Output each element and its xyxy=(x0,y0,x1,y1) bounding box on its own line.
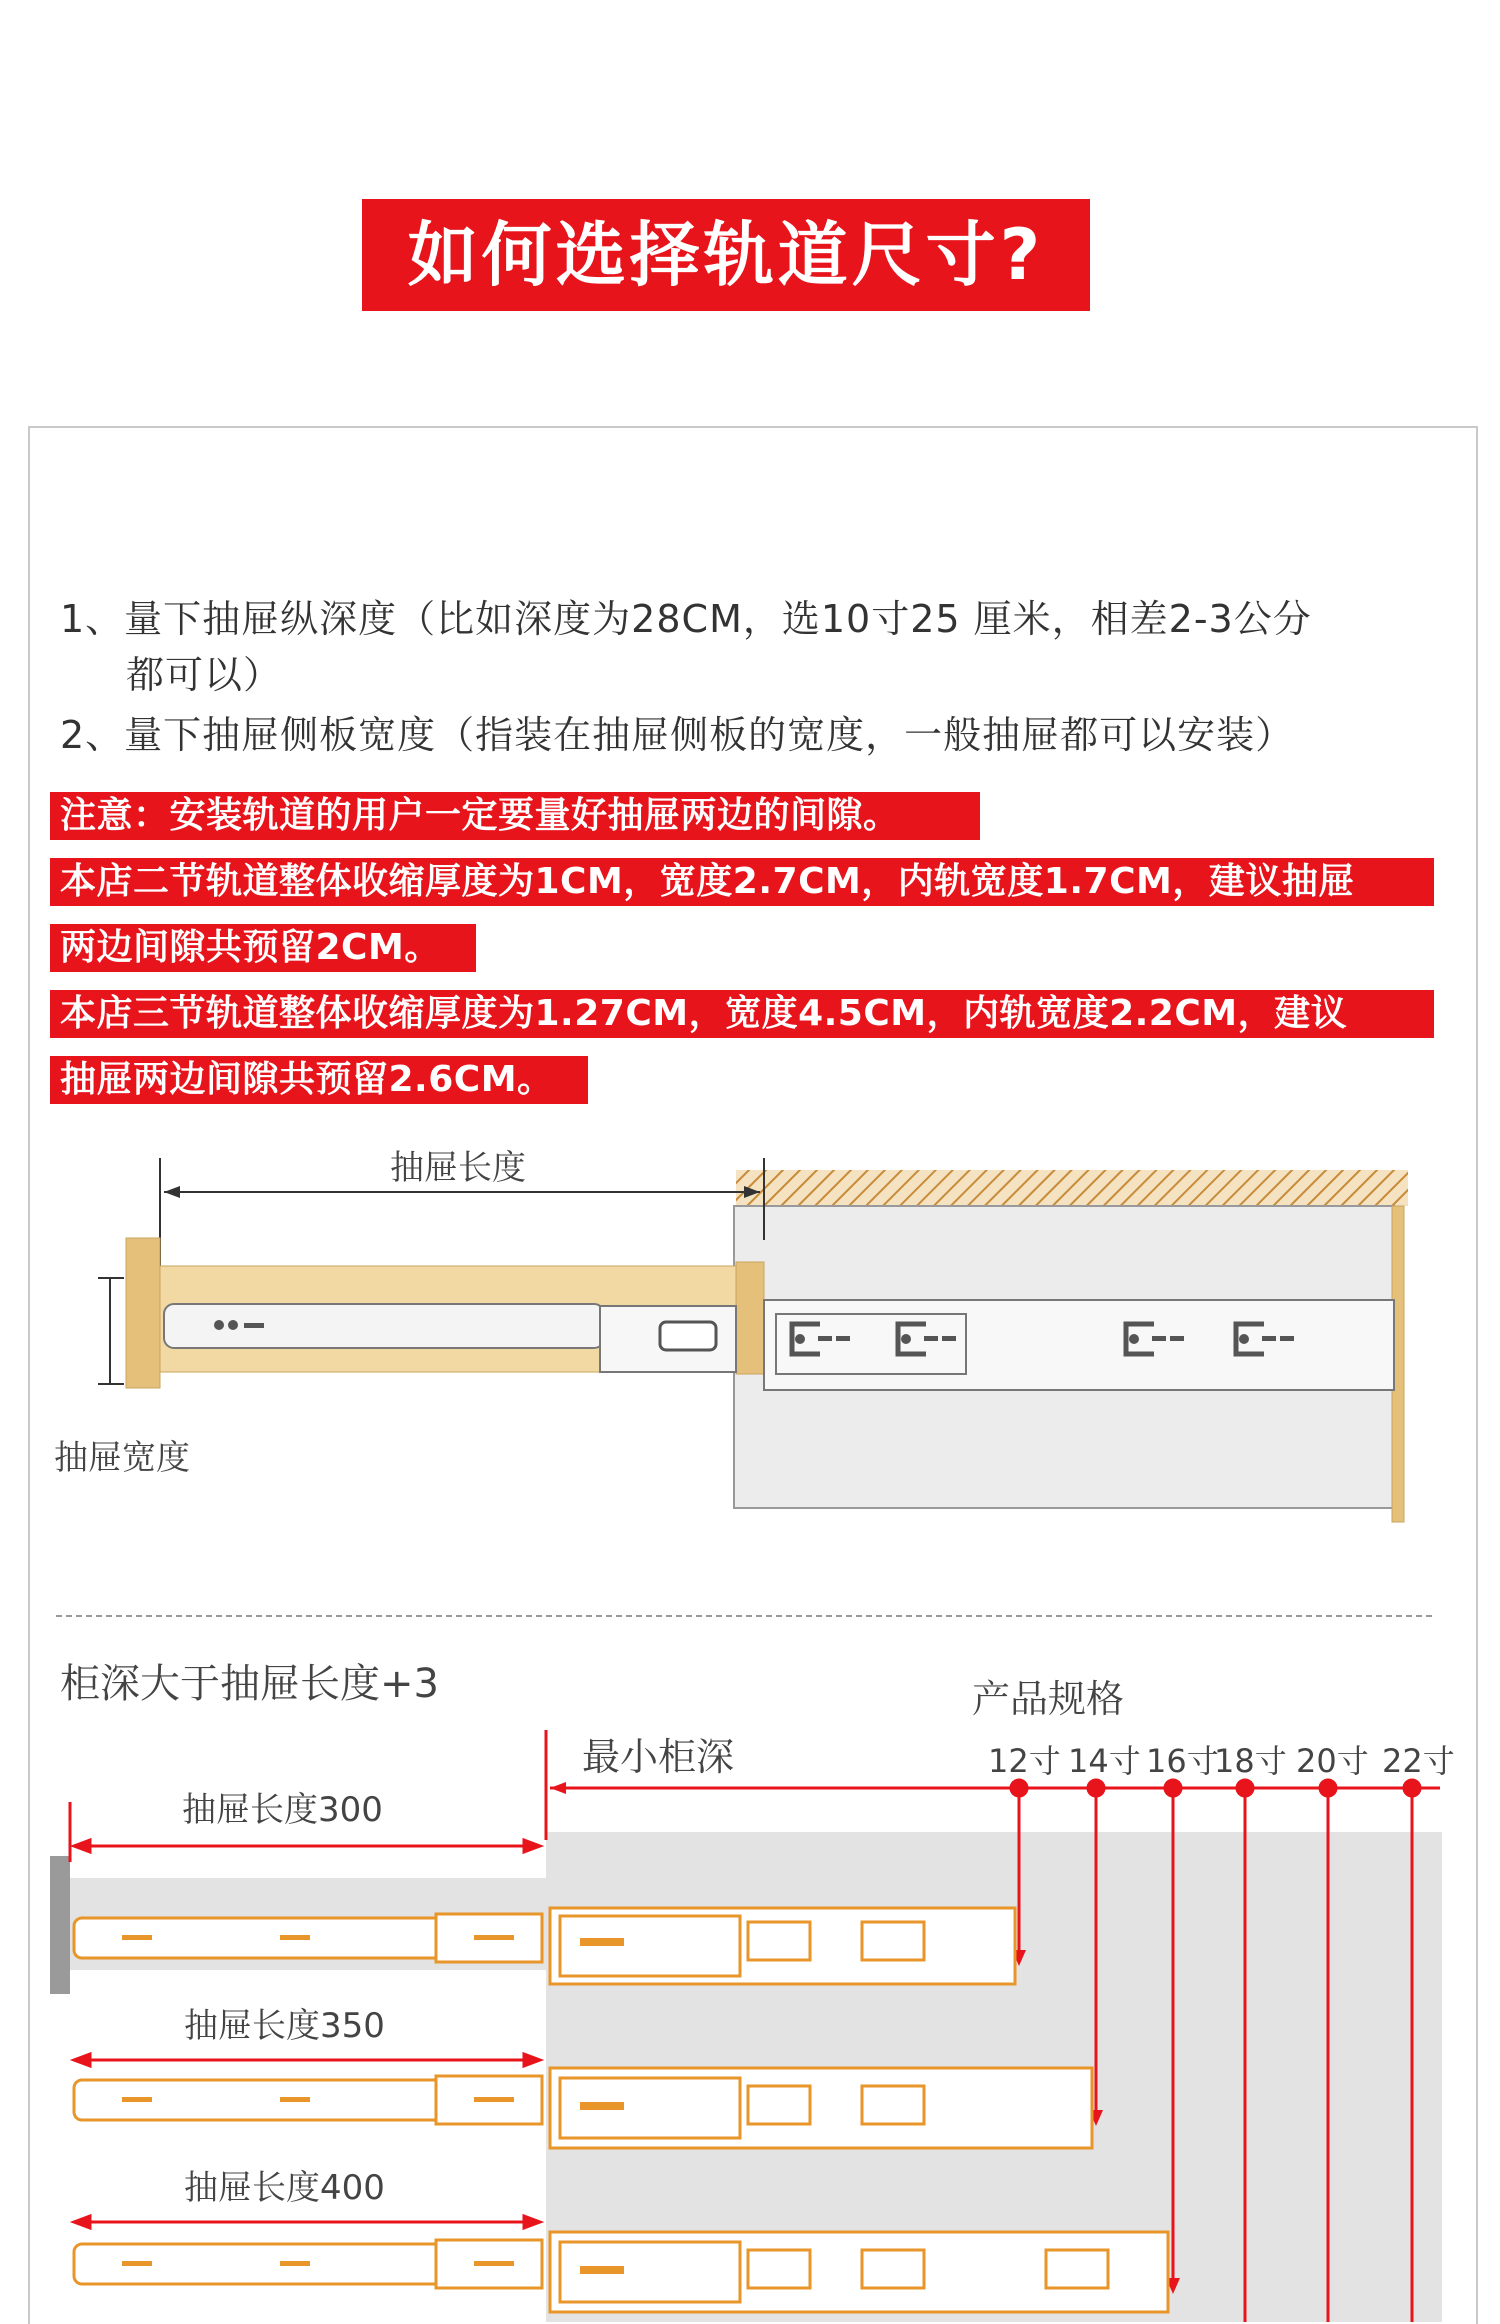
drawer-length-350-label: 抽屉长度350 xyxy=(184,2006,385,2046)
min-cabinet-depth-label: 最小柜深 xyxy=(582,1735,735,1779)
step-1-line-2: 都可以） xyxy=(126,653,283,697)
size-label-22: 22寸 xyxy=(1382,1742,1455,1780)
note-three-section-1: 本店三节轨道整体收缩厚度为1.27CM，宽度4.5CM，内轨宽度2.2CM，建议 xyxy=(50,990,1434,1038)
drawer-length-300-label: 抽屉长度300 xyxy=(182,1790,383,1830)
size-label-16: 16寸 xyxy=(1146,1742,1219,1780)
drawer-length-label: 抽屉长度 xyxy=(390,1148,526,1188)
size-label-14: 14寸 xyxy=(1068,1742,1141,1780)
note-warning: 注意：安装轨道的用户一定要量好抽屉两边的间隙。 xyxy=(50,792,980,840)
step-1-line-1: 1、量下抽屉纵深度（比如深度为28CM，选10寸25 厘米，相差2-3公分 xyxy=(60,597,1312,641)
cabinet-depth-label: 柜深大于抽屉长度+3 xyxy=(60,1661,439,1707)
size-label-20: 20寸 xyxy=(1296,1742,1369,1780)
note-three-section-2: 抽屉两边间隙共预留2.6CM。 xyxy=(50,1056,588,1104)
drawer-length-400-label: 抽屉长度400 xyxy=(184,2168,385,2208)
size-label-18: 18寸 xyxy=(1214,1742,1287,1780)
page-title: 如何选择轨道尺寸? xyxy=(362,199,1090,311)
note-two-section-2: 两边间隙共预留2CM。 xyxy=(50,924,476,972)
note-two-section-1: 本店二节轨道整体收缩厚度为1CM，宽度2.7CM，内轨宽度1.7CM，建议抽屉 xyxy=(50,858,1434,906)
size-label-12: 12寸 xyxy=(988,1742,1061,1780)
cabinet-wall xyxy=(50,1856,70,1994)
product-spec-label: 产品规格 xyxy=(972,1677,1125,1721)
drawer-width-label: 抽屉宽度 xyxy=(54,1438,190,1478)
step-2: 2、量下抽屉侧板宽度（指装在抽屉侧板的宽度，一般抽屉都可以安装） xyxy=(60,713,1295,757)
